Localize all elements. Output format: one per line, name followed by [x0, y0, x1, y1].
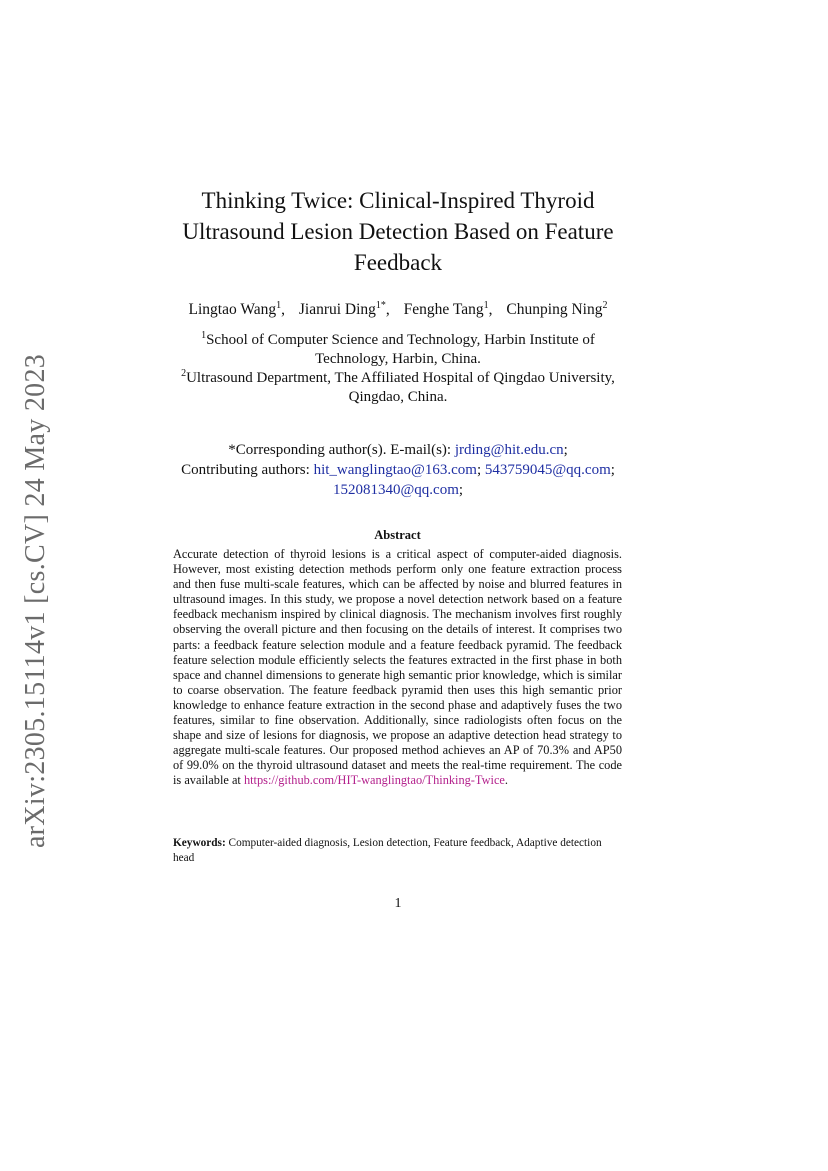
abstract-text: Accurate detection of thyroid lesions is a critical aspect of computer-aided diagnosis. However, most existing detection methods perform only one feature extraction process and then fuse multi-scale features, which can be affected by noise and blurred features in ultrasound images. In this study, we propose a novel detection network based on a feature feedback mechanism inspired by clinical diagnosis. The mechanism involves first roughly observing the overall picture and then focusing on the details of interest. It comprises two parts: a feedback feature selection module and a feature feedback pyramid. The feedback feature selection module efficiently selects the features extracted in the first phase in both space and channel dimensions to generate high semantic prior knowledge, which is similar to coarse observation. The feature feedback pyramid then uses this high semantic prior knowledge to enhance feature extraction in the second phase and adaptively fuses the two features, similar to fine observation. Additionally, since radiologists often focus on the shape and size of lesions for diagnosis, we propose an adaptive detection head strategy to aggregate multi-scale features. Our proposed method achieves an AP of 70.3% and AP50 of 99.0% on the thyroid ultrasound dataset and meets the real-time requirement. The code is available at https://github.com/HIT-wanglingtao/Thinking-Twice. — [173, 547, 622, 788]
author: Lingtao Wang$^1$, — [188, 300, 285, 318]
author: Fenghe Tang$^1$, — [403, 300, 493, 318]
affiliation-1-cont: Technology, Harbin, China. — [315, 351, 481, 367]
contributing-authors-cont: 152081340@qq.com; — [332, 482, 464, 498]
title-line: Ultrasound Lesion Detection Based on Feature — [182, 219, 614, 244]
corresponding-author: *Corresponding author(s). E-mail(s): jrding@hit.edu.cn; — [228, 442, 568, 458]
title-line: Feedback — [353, 250, 443, 275]
arxiv-stamp — [22, 353, 50, 848]
affiliation-2-cont: Qingdao, China. — [348, 389, 448, 405]
contributing-authors: Contributing authors: hit_wanglingtao@163.com; 543759045@qq.com; — [181, 462, 615, 478]
title-line: Thinking Twice: Clinical-Inspired Thyroid — [201, 188, 595, 213]
abstract-heading: Abstract — [374, 528, 421, 542]
author-list — [120, 300, 676, 320]
author: Jianrui Ding$^{1*}$, — [298, 300, 390, 318]
keywords-text: Computer-aided diagnosis, Lesion detection, Feature feedback, Adaptive detection head — [173, 837, 602, 864]
page-number: 1 — [394, 896, 402, 911]
contributor-email-link[interactable]: 543759045@qq.com — [484, 462, 611, 478]
contact-info — [130, 440, 666, 500]
affiliation-2: $^2$Ultrasound Department, The Affiliated Hospital of Qingdao University, — [181, 368, 615, 386]
code-repository-link[interactable]: https://github.com/HIT-wanglingtao/Thinking-Twice — [243, 773, 505, 788]
paper-title — [160, 185, 636, 278]
corresponding-email-link[interactable]: jrding@hit.edu.cn — [454, 442, 564, 458]
keywords — [173, 836, 622, 865]
author: Chunping Ning$^2$ — [506, 300, 608, 318]
contributor-email-link[interactable]: 152081340@qq.com — [332, 482, 459, 498]
contributor-email-link[interactable]: hit_wanglingtao@163.com — [313, 462, 477, 478]
affiliation-1: $^1$School of Computer Science and Technology, Harbin Institute of — [201, 330, 595, 348]
arxiv-stamp-text: arXiv:2305.15114v1 [cs.CV] 24 May 2023 — [20, 353, 51, 848]
keywords-label: Keywords: — [173, 837, 226, 849]
affiliations — [140, 331, 656, 407]
